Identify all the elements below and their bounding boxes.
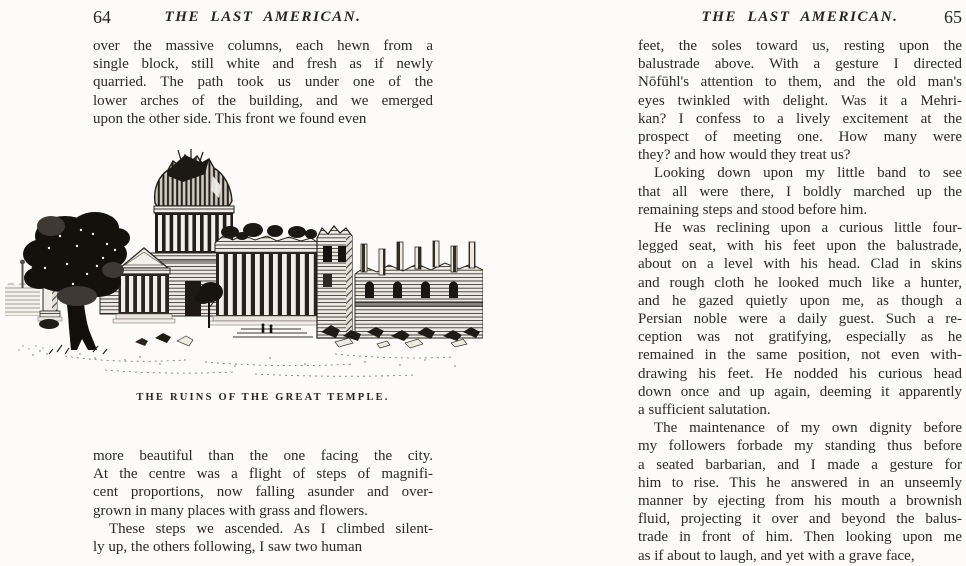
running-head-left: THE LAST AMERICAN. <box>164 9 362 25</box>
ground <box>65 354 455 376</box>
engraving-svg <box>5 146 483 386</box>
paragraph: more beautiful than the one facing the city. At the centre was a flight of steps of magnifi- cent proportions, now falling asunder and over- grown in many places with grass and flowers. <box>93 448 433 519</box>
paragraph: He was reclining upon a curious little four- legged seat, with his feet upon the balustrade, about on a level with his head. Clad in skins and rough cloth he looked much like a hunter, and he gazed quietly upon me, as though a Persian noble were a daily guest. Such a re- ception was not gratifying, especially as he remained in the same position, not even with- drawing his feet. He nodded his curious head down once and up again, deeming it apparently a sufficient salutation. <box>638 220 962 419</box>
grand-colonnade <box>209 223 325 325</box>
ruins-of-the-great-temple-engraving <box>5 146 483 386</box>
paragraph: Looking down upon my little band to see that all were there, I boldly marched up the remaining steps and stood before him. <box>638 165 962 218</box>
page-number-left: 64 <box>93 7 111 27</box>
left-page-top-text <box>93 37 433 128</box>
capitol-ruin <box>100 149 325 337</box>
large-tree <box>23 212 130 354</box>
right-page-text <box>638 37 962 565</box>
illustration-caption: THE RUINS OF THE GREAT TEMPLE. <box>136 392 390 403</box>
ground-stipple <box>18 345 455 366</box>
page-right-header <box>638 9 962 33</box>
page-left-header <box>93 9 433 33</box>
running-head-right: THE LAST AMERICAN. <box>701 9 899 25</box>
grand-steps <box>233 324 313 338</box>
ruined-arcade <box>355 241 483 338</box>
paragraph: The maintenance of my own dignity before my followers forbade my standing thus before a seated barbarian, and I made a gesture for him to rise. This he answered in an unseemly manner by ejecting from his mouth a brownish fluid, projecting it over and beyond the balus- trade in front of him. Then looking upon me as if about to laugh, and yet with a grave face, <box>638 420 962 564</box>
ruined-tower <box>317 226 352 338</box>
paragraph: over the massive columns, each hewn from a single block, still white and fresh as if newly quarried. The path took us under one of the lower arches of the building, and we emerged upon the other side. This front we found even <box>93 38 433 127</box>
paragraph: feet, the soles toward us, resting upon the balustrade above. With a gesture I directed Nōfūhl's attention to them, and the old man's eyes twinkled with delight. Was it a Mehri- kan? I confess to a lively excitement at the prospect of meeting one. How many were they? and how would they treat us? <box>638 38 962 164</box>
page-number-right: 65 <box>944 7 962 27</box>
broken-dome <box>155 149 232 206</box>
left-page-bottom-text <box>93 447 433 556</box>
paragraph: These steps we ascended. As I climbed silent- ly up, the others following, I saw two human <box>93 520 433 556</box>
